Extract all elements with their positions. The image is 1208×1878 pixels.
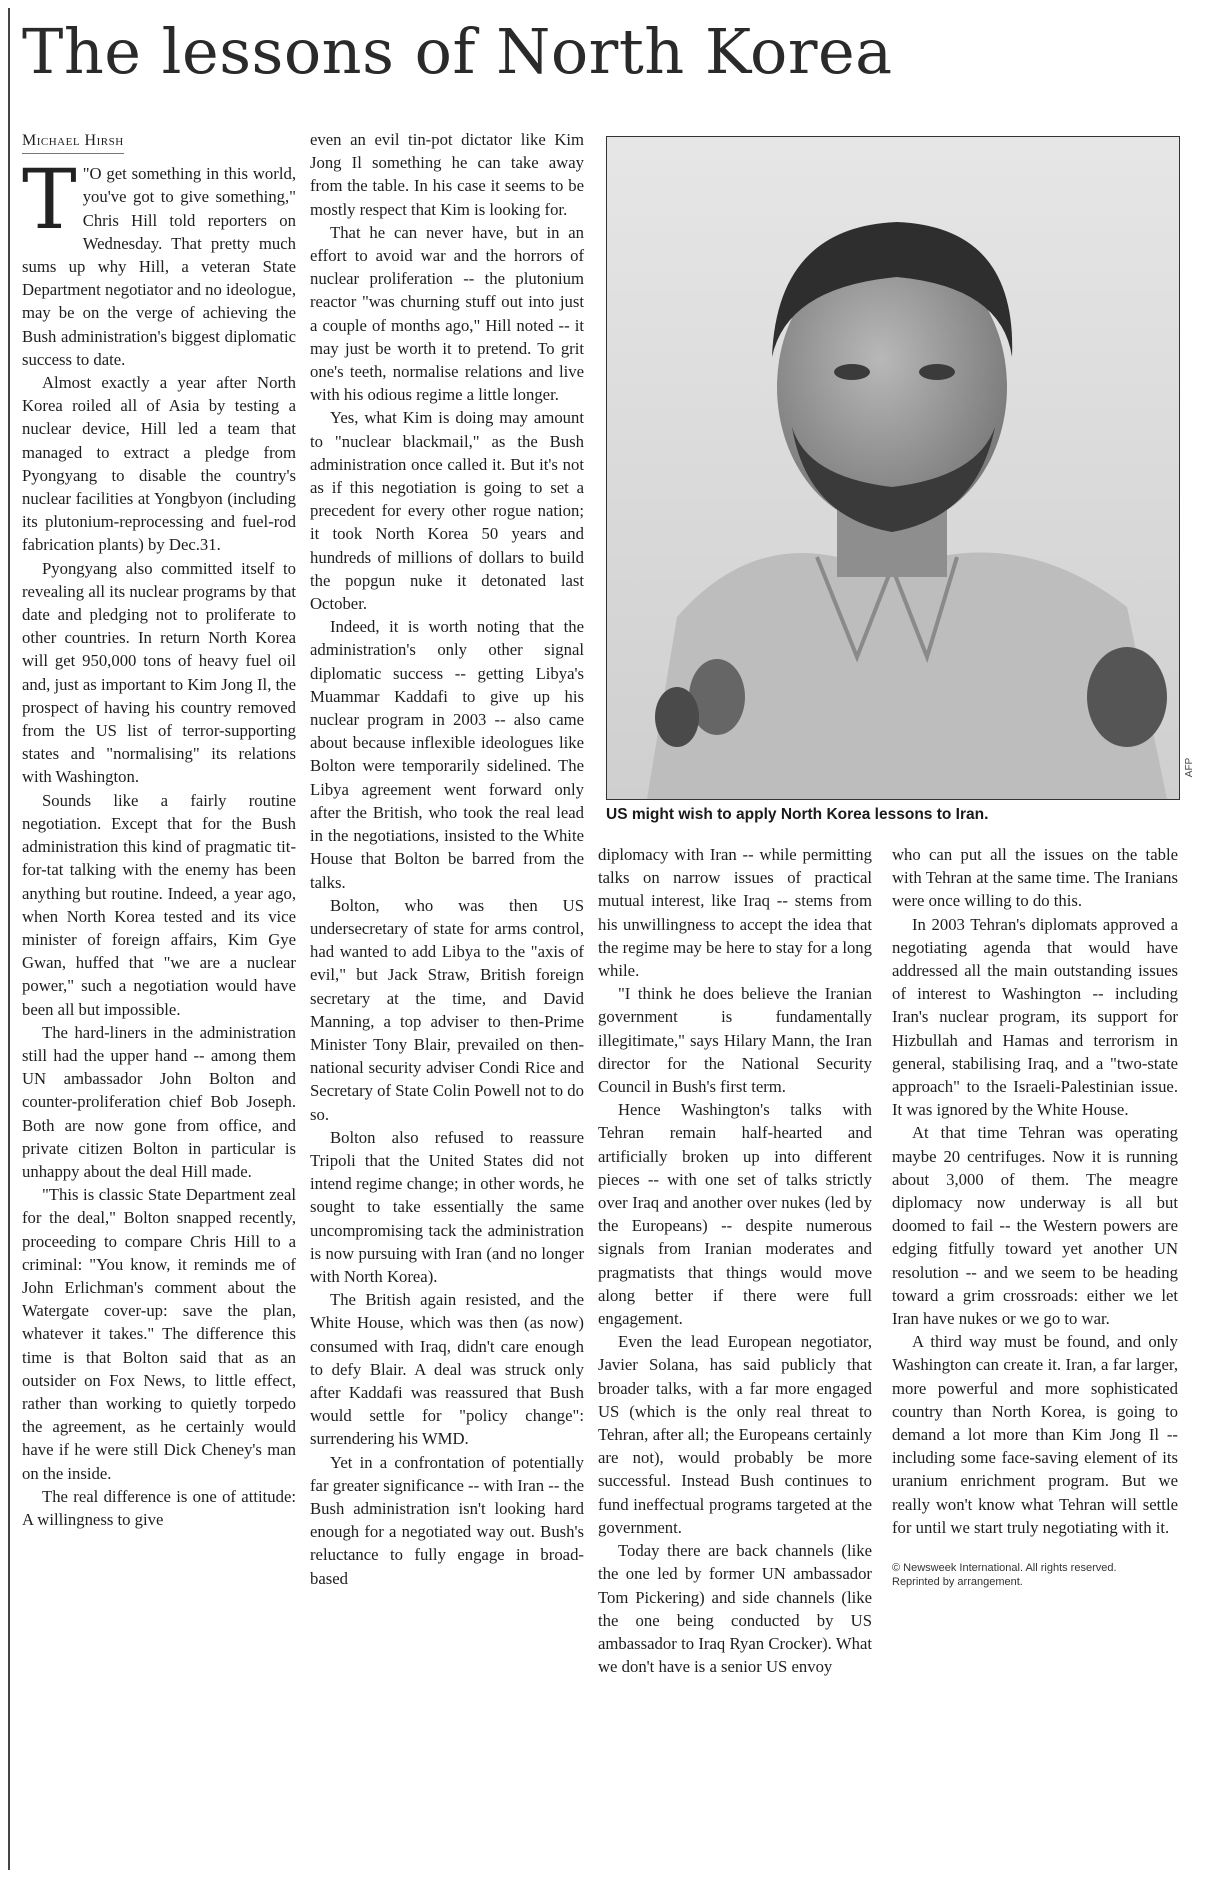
- lead-text: O get something in this world, you've got to give something," Chris Hill told reporters on Wednesday. That pretty much sums up why Hill, a veteran State Department negotiator and no ideologue, may be on the verge of achieving the Bush administration's biggest diplomatic success to date.: [22, 164, 296, 369]
- column-3: [598, 843, 872, 1873]
- paragraph: "I think he does believe the Iranian government is fundamentally illegitimate," says Hilary Mann, the Iran director for the National Security Council in Bush's first term.: [598, 984, 872, 1097]
- paragraph: Pyongyang also committed itself to revealing all its nuclear programs by that date and pledging not to proliferate to other countries. In return North Korea will get 950,000 tons of heavy fuel oil and, just as important to Kim Jong Il, the prospect of having his country removed from the US list of terror-supporting states and "normalising" its relations with Washington.: [22, 558, 296, 787]
- portrait-illustration: [607, 137, 1179, 799]
- headline: The lessons of North Korea: [22, 15, 893, 88]
- copyright-notice: [892, 1561, 1178, 1589]
- column-4: [892, 843, 1178, 1873]
- paragraph: At that time Tehran was operating maybe 20 centrifuges. Now it is running about 3,000 of them. The meagre diplomacy now underway is all but doomed to fail -- the Western powers are edging fitfully toward yet another UN resolution -- and we seem to be heading toward a grim crossroads: either we let Iran have nukes or we go to war.: [892, 1123, 1178, 1329]
- photo-credit: AFP: [1184, 757, 1196, 778]
- paragraph-continued: even an evil tin-pot dictator like Kim Jong Il something he can take away from the table. In his case it seems to be mostly respect that Kim is looking for.: [310, 130, 584, 219]
- paragraph: Bolton also refused to reassure Tripoli that the United States did not intend regime change; in other words, he sought to take essentially the same uncompromising tack the administration is now pursuing with Iran (and no longer with North Korea).: [310, 1127, 584, 1286]
- paragraph: Almost exactly a year after North Korea roiled all of Asia by testing a nuclear device, Hill led a team that managed to extract a pledge from Pyongyang to disable the country's nuclear facilities at Yongbyon (including its plutonium-reprocessing and fuel-rod fabrication plants) by Dec.31.: [22, 373, 296, 555]
- lead-quote: ": [82, 164, 90, 184]
- paragraph-continued: who can put all the issues on the table with Tehran at the same time. The Iranians were once willing to do this.: [892, 845, 1178, 911]
- photo-portrait: [606, 136, 1180, 800]
- paragraph: Bolton, who was then US undersecretary of state for arms control, had wanted to add Libya to the "axis of evil," but Jack Straw, British foreign secretary at the time, and David Manning, a top adviser to then-Prime Minister Tony Blair, prevailed on then-national security adviser Condi Rice and Secretary of State Colin Powell not to do so.: [310, 895, 584, 1124]
- paragraph-continued: diplomacy with Iran -- while permitting talks on narrow issues of practical mutual interest, like Iraq -- stems from his unwillingness to accept the idea that the regime may be here to stay for a long while.: [598, 845, 872, 981]
- column-2: [310, 128, 584, 1590]
- paragraph: Yet in a confrontation of potentially far greater significance -- with Iran -- the Bush administration isn't looking hard enough for a negotiated way out. Bush's reluctance to fully engage in broad-based: [310, 1452, 584, 1588]
- paragraph: A third way must be found, and only Washington can create it. Iran, a far larger, more powerful and more sophisticated country than North Korea, is going to demand a lot more than Kim Jong Il -- including some face-saving element of its uranium enrichment program. But we really won't know what Tehran will settle for until we start truly negotiating with it.: [892, 1332, 1178, 1537]
- paragraph: Today there are back channels (like the one led by former UN ambassador Tom Pickering) and side channels (like the one being conducted by US ambassador to Iraq Ryan Crocker). What we don't have is a senior US envoy: [598, 1541, 872, 1677]
- reprint-line: Reprinted by arrangement.: [892, 1576, 1023, 1589]
- paragraph: The hard-liners in the administration still had the upper hand -- among them UN ambassador John Bolton and counter-proliferation chief Bob Joseph. Both are now gone from office, and private citizen Bolton in particular is unhappy about the deal Hill made.: [22, 1022, 296, 1181]
- column-1: [22, 128, 296, 1531]
- paragraph: That he can never have, but in an effort to avoid war and the horrors of nuclear proliferation -- the plutonium reactor "was churning stuff out into just a couple of months ago," Hill noted -- it may just be worth it to pretend. To grit one's teeth, normalise relations and live with his odious regime a little longer.: [310, 222, 584, 405]
- paragraph: The real difference is one of attitude: A willingness to give: [22, 1486, 296, 1529]
- paragraph: In 2003 Tehran's diplomats approved a negotiating agenda that would have addressed all the main outstanding issues of interest to Washington -- including Iran's nuclear program, its support for Hizbullah and Hamas and terrorism in general, stabilising Iraq, and a "two-state approach" to the Israeli-Palestinian issue. It was ignored by the White House.: [892, 914, 1178, 1120]
- lead-paragraph: [22, 153, 296, 371]
- byline: Michael Hirsh: [22, 129, 124, 154]
- left-column-rule: [8, 8, 10, 1870]
- paragraph: Yes, what Kim is doing may amount to "nuclear blackmail," as the Bush administration once called it. But it's not as if this negotiation is going to set a precedent for every other rogue nation; it took North Korea 50 years and hundreds of millions of dollars to build the popgun nuke it detonated last October.: [310, 408, 584, 614]
- paragraph: The British again resisted, and the White House, which was then (as now) consumed with Iraq, didn't care enough to defy Blair. A deal was struck only after Kaddafi was reassured that Bush would settle for "policy change": surrendering his WMD.: [310, 1290, 584, 1449]
- paragraph: Indeed, it is worth noting that the administration's only other signal diplomatic success -- getting Libya's Muammar Kaddafi to give up his nuclear program in 2003 -- also came about because inflexible ideologues like Bolton were temporarily sidelined. The Libya agreement went forward only after the British, who took the real lead in the negotiations, insisted to the White House that Bolton be barred from the talks.: [310, 617, 584, 892]
- drop-cap: T: [22, 153, 77, 249]
- paragraph: Hence Washington's talks with Tehran remain half-hearted and artificially broken up into different pieces -- with one set of talks strictly over Iraq and another over nukes (led by the Europeans) -- despite numerous signals from Iranian moderates and pragmatists that things would move along better if there were full engagement.: [598, 1100, 872, 1329]
- paragraph: Even the lead European negotiator, Javier Solana, has said publicly that broader talks, with a far more engaged US (which is the only real threat to Tehran, after all; the Europeans certainly are not), would probably be more successful. Instead Bush continues to fund ineffectual programs targeted at the government.: [598, 1332, 872, 1537]
- paragraph: Sounds like a fairly routine negotiation. Except that for the Bush administration this kind of pragmatic tit-for-tat talking with the enemy has been anything but routine. Indeed, a year ago, when North Korea tested and its vice minister of foreign affairs, Kim Gye Gwan, huffed that "we are a nuclear power," such a negotiation would have been all but impossible.: [22, 790, 296, 1019]
- paragraph: "This is classic State Department zeal for the deal," Bolton snapped recently, proceeding to compare Chris Hill to a criminal: "You know, it reminds me of John Erlichman's comment about the Watergate cover-up: save the plan, whatever it takes." The difference this time is that Bolton said that as an outsider on Fox News, to little effect, rather than working to quietly torpedo the agreement, as he certainly would have if he were still Dick Cheney's man on the inside.: [22, 1185, 296, 1483]
- photo-caption: US might wish to apply North Korea lessons to Iran.: [606, 806, 989, 823]
- copyright-line: © Newsweek International. All rights reserved.: [892, 1562, 1117, 1575]
